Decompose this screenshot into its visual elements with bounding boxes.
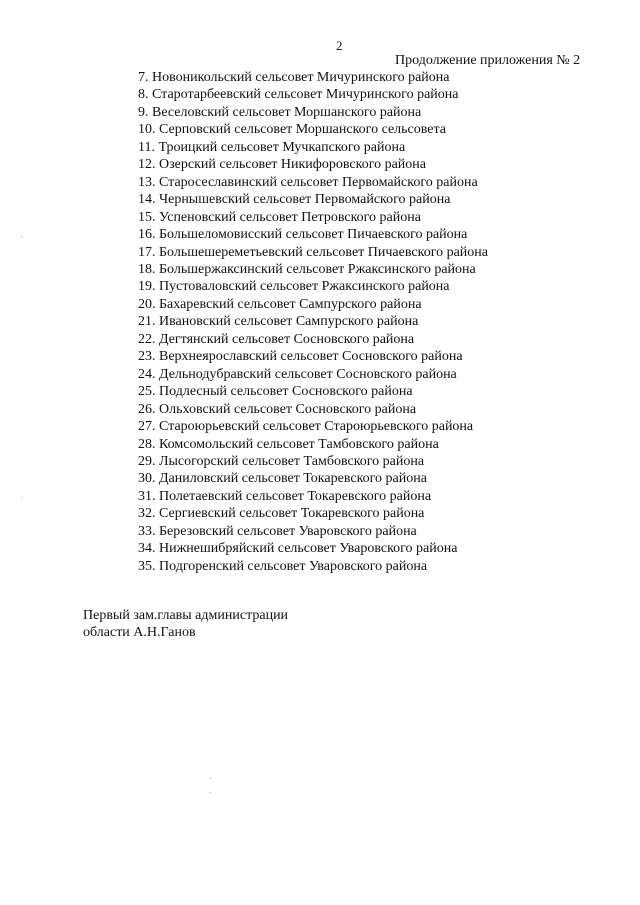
list-item: 19. Пустоваловский сельсовет Ржаксинского района	[138, 279, 450, 295]
signature-block	[83, 607, 288, 641]
page-number: 2	[336, 38, 343, 53]
list-item: 33. Березовский сельсовет Уваровского района	[138, 523, 417, 539]
list-item: 20. Бахаревский сельсовет Сампурского района	[138, 296, 422, 312]
list-item: 24. Дельнодубравский сельсовет Сосновского района	[138, 366, 457, 382]
list-item: 22. Дегтянский сельсовет Сосновского района	[138, 331, 415, 347]
list-item: 32. Сергиевский сельсовет Токаревского района	[138, 506, 425, 522]
list-item: 21. Ивановский сельсовет Сампурского района	[138, 314, 419, 330]
list-item: 26. Ольховский сельсовет Сосновского района	[138, 401, 417, 417]
scan-speck	[210, 792, 211, 793]
list-item: 16. Большеломовисский сельсовет Пичаевского района	[138, 227, 468, 243]
list-item: 14. Чернышевский сельсовет Первомайского района	[138, 192, 451, 208]
list-item: 28. Комсомольский сельсовет Тамбовского района	[138, 436, 439, 452]
list-item: 29. Лысогорский сельсовет Тамбовского района	[138, 453, 425, 469]
list-item: 25. Подлесный сельсовет Сосновского района	[138, 384, 413, 400]
signature-name: области А.Н.Ганов	[83, 625, 196, 640]
settlement-list	[138, 69, 488, 575]
list-item: 23. Верхнеярославский сельсовет Сосновского района	[138, 349, 463, 365]
continuation-note: Продолжение приложения № 2	[395, 53, 581, 68]
scan-speck	[21, 236, 22, 237]
scan-speck	[210, 778, 211, 779]
list-item: 30. Даниловский сельсовет Токаревского района	[138, 471, 427, 487]
list-item: 7. Новоникольский сельсовет Мичуринского района	[138, 70, 450, 85]
list-item: 13. Старосеславинский сельсовет Первомайского района	[138, 174, 478, 190]
scan-speck	[21, 497, 22, 498]
list-item: 35. Подгоренский сельсовет Уваровского района	[138, 558, 428, 574]
list-item: 34. Нижнешибряйский сельсовет Уваровского района	[138, 541, 458, 557]
list-item: 8. Старотарбеевский сельсовет Мичуринского района	[138, 87, 459, 103]
signature-title: Первый зам.главы администрации	[83, 608, 289, 623]
list-item: 15. Успеновский сельсовет Петровского района	[138, 209, 421, 225]
list-item: 10. Серповский сельсовет Моршанского сельсовета	[138, 122, 446, 138]
list-item: 9. Веселовский сельсовет Моршанского района	[138, 104, 422, 120]
list-item: 27. Староюрьевский сельсовет Староюрьевского района	[138, 419, 474, 435]
list-item: 17. Большешереметьевский сельсовет Пичаевского района	[138, 244, 488, 260]
list-item: 31. Полетаевский сельсовет Токаревского района	[138, 488, 432, 504]
list-item: 11. Троицкий сельсовет Мучкапского района	[138, 139, 406, 155]
list-item: 18. Большержаксинский сельсовет Ржаксинского района	[138, 261, 476, 277]
list-item: 12. Озерский сельсовет Никифоровского района	[138, 157, 427, 173]
